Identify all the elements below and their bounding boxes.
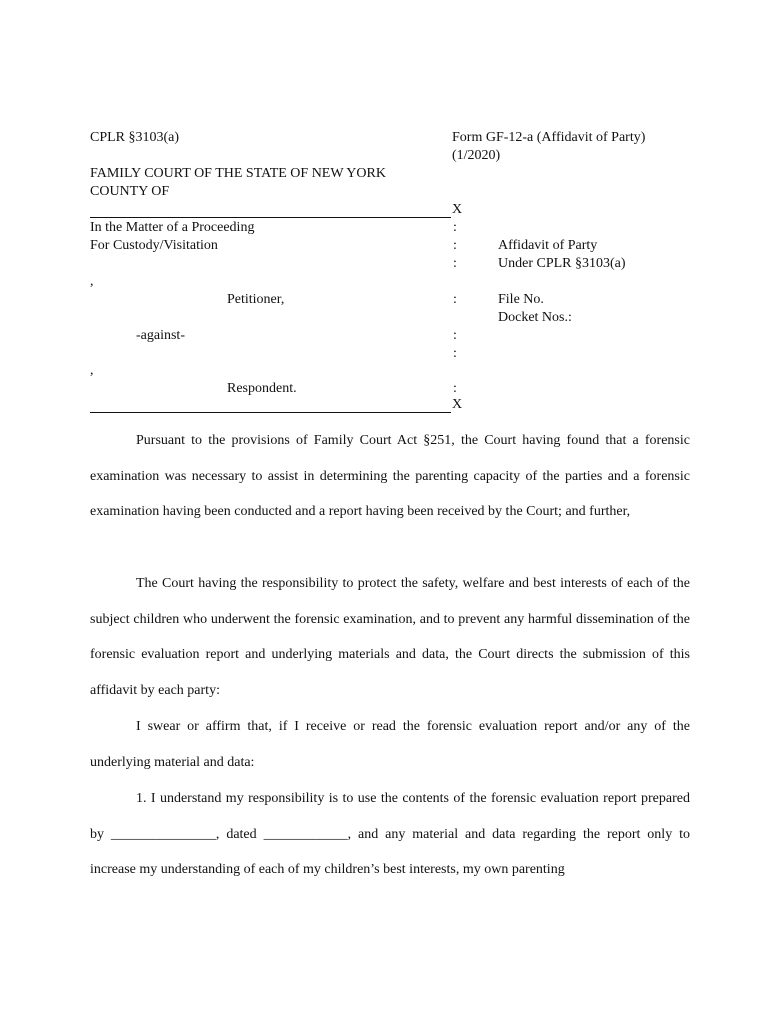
caption-colon: :	[453, 328, 457, 343]
affidavit-title-line-2: Under CPLR §3103(a)	[498, 256, 626, 271]
matter-line-2: For Custody/Visitation	[90, 238, 218, 253]
respondent-label: Respondent.	[227, 381, 297, 396]
paragraph-court-responsibility: The Court having the responsibility to protect the safety, welfare and best interests of each of the subject children who underwent the forensic examination, and to prevent any harmful dissemination of the forensic evaluation report and underlying materials and data, the Court directs the submission of this affidavit by each party:	[90, 576, 690, 698]
petitioner-label: Petitioner,	[227, 292, 285, 307]
caption-x-top: X	[452, 202, 463, 217]
caption-top-rule	[90, 217, 451, 218]
caption-colon: :	[453, 256, 457, 271]
caption-colon: :	[453, 292, 457, 307]
caption-x-bottom: X	[452, 397, 463, 412]
respondent-name-comma: ,	[90, 363, 94, 378]
file-number-label: File No.	[498, 292, 544, 307]
statute-reference: CPLR §3103(a)	[90, 130, 180, 145]
paragraph-oath: I swear or affirm that, if I receive or read the forensic evaluation report and/or any of the underlying material and data:	[90, 719, 690, 770]
caption-colon: :	[453, 346, 457, 361]
paragraph-item-1: 1. I understand my responsibility is to use the contents of the forensic evaluation report prepared by _______________, dated ____________, and any material and data regarding the report only to increase my understanding of each of my children’s best interests, my own parenting	[90, 791, 690, 878]
form-date: (1/2020)	[452, 148, 501, 163]
against-label: -against-	[136, 328, 185, 343]
caption-colon: :	[453, 381, 457, 396]
caption-bottom-rule	[90, 412, 451, 413]
caption-colon: :	[453, 238, 457, 253]
court-name: FAMILY COURT OF THE STATE OF NEW YORK	[90, 166, 386, 181]
docket-numbers-label: Docket Nos.:	[498, 310, 572, 325]
county-line: COUNTY OF	[90, 184, 170, 199]
petitioner-name-comma: ,	[90, 274, 94, 289]
matter-line-1: In the Matter of a Proceeding	[90, 220, 255, 235]
caption-colon: :	[453, 220, 457, 235]
form-id: Form GF-12-a (Affidavit of Party)	[452, 130, 646, 145]
affidavit-title-line-1: Affidavit of Party	[498, 238, 598, 253]
paragraph-forensic-finding: Pursuant to the provisions of Family Court Act §251, the Court having found that a forensic examination was necessary to assist in determining the parenting capacity of the parties and a forensic examination having been conducted and a report having been received by the Court; and further,	[90, 433, 690, 520]
